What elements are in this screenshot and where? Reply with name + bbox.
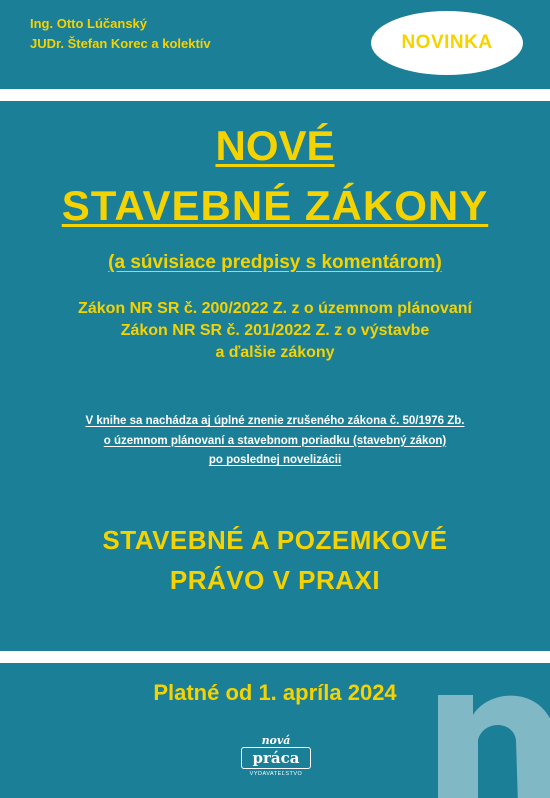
- note-line-3: po poslednej novelizácii: [208, 454, 342, 466]
- law-line-1: Zákon NR SR č. 200/2022 Z. z o územnom plánovaní: [78, 300, 472, 317]
- note-line-2: o územnom plánovaní a stavebnom poriadku (stavebný zákon): [103, 434, 447, 447]
- subtitle: (a súvisiace predpisy s komentárom): [108, 252, 442, 273]
- publisher-script: nová: [261, 734, 291, 747]
- law-line-2: Zákon NR SR č. 201/2022 Z. z o výstavbe: [120, 322, 430, 339]
- laws-list: [0, 298, 550, 364]
- novinka-badge: [371, 11, 523, 75]
- validity-date: Platné od 1. apríla 2024: [153, 680, 397, 705]
- series-headline: [0, 520, 550, 600]
- publisher-tagline: VYDAVATEĽSTVO: [249, 771, 303, 777]
- n-logo-icon: [418, 655, 550, 798]
- law-line-3: a ďalšie zákony: [215, 344, 335, 361]
- publisher-name: práca: [241, 747, 311, 769]
- author-1: Ing. Otto Lúčanský: [30, 16, 148, 31]
- badge-label: NOVINKA: [401, 32, 493, 53]
- book-note: [0, 412, 550, 471]
- title-line-1: NOVÉ: [215, 122, 335, 169]
- authors: [30, 14, 211, 54]
- note-line-1: V knihe sa nachádza aj úplné znenie zrušeného zákona č. 50/1976 Zb.: [85, 415, 465, 427]
- headline-line-2: PRÁVO V PRAXI: [169, 565, 381, 595]
- top-divider: [0, 89, 550, 101]
- publisher-logo: [236, 734, 316, 780]
- headline-line-1: STAVEBNÉ A POZEMKOVÉ: [102, 525, 448, 555]
- title-line-2: STAVEBNÉ ZÁKONY: [61, 182, 489, 229]
- author-2: JUDr. Štefan Korec a kolektív: [30, 36, 211, 51]
